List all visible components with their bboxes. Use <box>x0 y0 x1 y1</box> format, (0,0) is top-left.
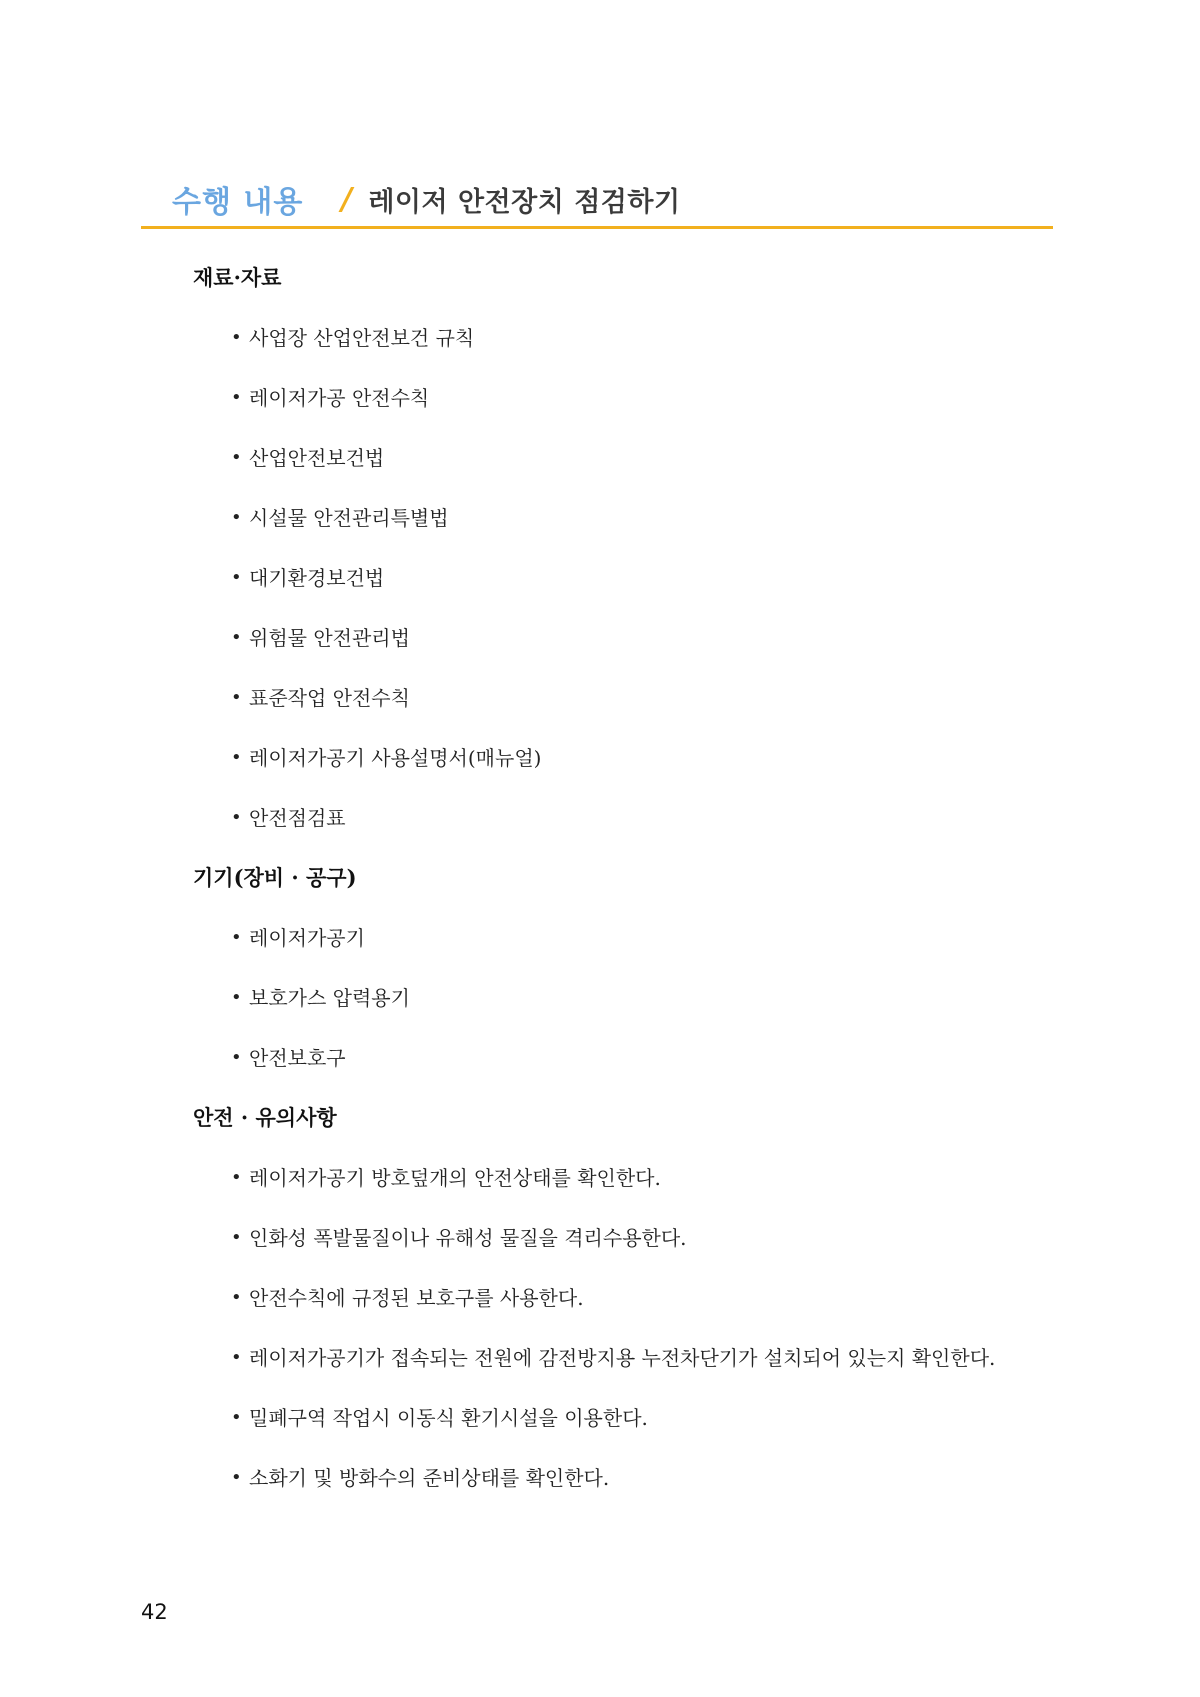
bullet: • <box>231 687 242 708</box>
list-item <box>193 1338 1073 1398</box>
bullet: • <box>231 567 242 588</box>
list-item-text: 위험물 안전관리법 <box>249 626 410 650</box>
section-heading: 재료·자료 <box>193 265 282 290</box>
bullet: • <box>231 507 242 528</box>
list-item-text: 레이저가공기 <box>249 926 365 950</box>
bullet: • <box>231 1047 242 1068</box>
list-item <box>193 738 1073 798</box>
section-equipment <box>193 858 1073 1098</box>
list-item <box>193 978 1073 1038</box>
list-item <box>193 1158 1073 1218</box>
list-item-text: 레이저가공기가 접속되는 전원에 감전방지용 누전차단기가 설치되어 있는지 확인한다. <box>249 1346 996 1370</box>
list-item-text: 소화기 및 방화수의 준비상태를 확인한다. <box>249 1466 610 1490</box>
equipment-list <box>193 918 1073 1098</box>
list-item <box>193 918 1073 978</box>
section-materials <box>193 258 1073 858</box>
list-item-text: 사업장 산업안전보건 규칙 <box>249 326 475 350</box>
bullet: • <box>231 1227 242 1248</box>
list-item-text: 보호가스 압력용기 <box>249 986 410 1010</box>
page-number: 42 <box>141 1600 168 1624</box>
header-label: 수행 내용 <box>172 185 304 220</box>
bullet: • <box>231 1467 242 1488</box>
list-item <box>193 318 1073 378</box>
list-item <box>193 1038 1073 1098</box>
list-item <box>193 1398 1073 1458</box>
section-safety <box>193 1098 1073 1518</box>
list-item-text: 안전수칙에 규정된 보호구를 사용한다. <box>249 1286 584 1310</box>
list-item <box>193 558 1073 618</box>
content-body <box>193 258 1073 1518</box>
list-item-text: 밀폐구역 작업시 이동식 환기시설을 이용한다. <box>249 1406 648 1430</box>
bullet: • <box>231 927 242 948</box>
list-item-text: 시설물 안전관리특별법 <box>249 506 449 530</box>
list-item <box>193 498 1073 558</box>
safety-list <box>193 1158 1073 1518</box>
list-item-text: 안전점검표 <box>249 806 346 830</box>
list-item <box>193 1218 1073 1278</box>
list-item-text: 인화성 폭발물질이나 유해성 물질을 격리수용한다. <box>249 1226 687 1250</box>
bullet: • <box>231 987 242 1008</box>
list-item-text: 레이저가공기 사용설명서(매뉴얼) <box>249 746 542 770</box>
bullet: • <box>231 627 242 648</box>
header-divider <box>141 226 1053 229</box>
list-item-text: 대기환경보건법 <box>249 566 385 590</box>
page-header <box>172 174 681 224</box>
list-item-text: 안전보호구 <box>249 1046 346 1070</box>
list-item-text: 레이저가공 안전수칙 <box>249 386 430 410</box>
list-item <box>193 798 1073 858</box>
bullet: • <box>231 387 242 408</box>
list-item <box>193 1278 1073 1338</box>
list-item <box>193 678 1073 738</box>
list-item <box>193 438 1073 498</box>
bullet: • <box>231 807 242 828</box>
header-slash: / <box>341 181 353 217</box>
bullet: • <box>231 1287 242 1308</box>
list-item <box>193 1458 1073 1518</box>
bullet: • <box>231 1407 242 1428</box>
list-item-text: 레이저가공기 방호덮개의 안전상태를 확인한다. <box>249 1166 661 1190</box>
section-heading: 안전 · 유의사항 <box>193 1105 337 1130</box>
list-item <box>193 378 1073 438</box>
list-item-text: 표준작업 안전수칙 <box>249 686 410 710</box>
bullet: • <box>231 1347 242 1368</box>
bullet: • <box>231 747 242 768</box>
bullet: • <box>231 1167 242 1188</box>
bullet: • <box>231 327 242 348</box>
page-title: 레이저 안전장치 점검하기 <box>368 186 681 218</box>
bullet: • <box>231 447 242 468</box>
list-item-text: 산업안전보건법 <box>249 446 385 470</box>
section-heading: 기기(장비 · 공구) <box>193 865 357 890</box>
list-item <box>193 618 1073 678</box>
materials-list <box>193 318 1073 858</box>
